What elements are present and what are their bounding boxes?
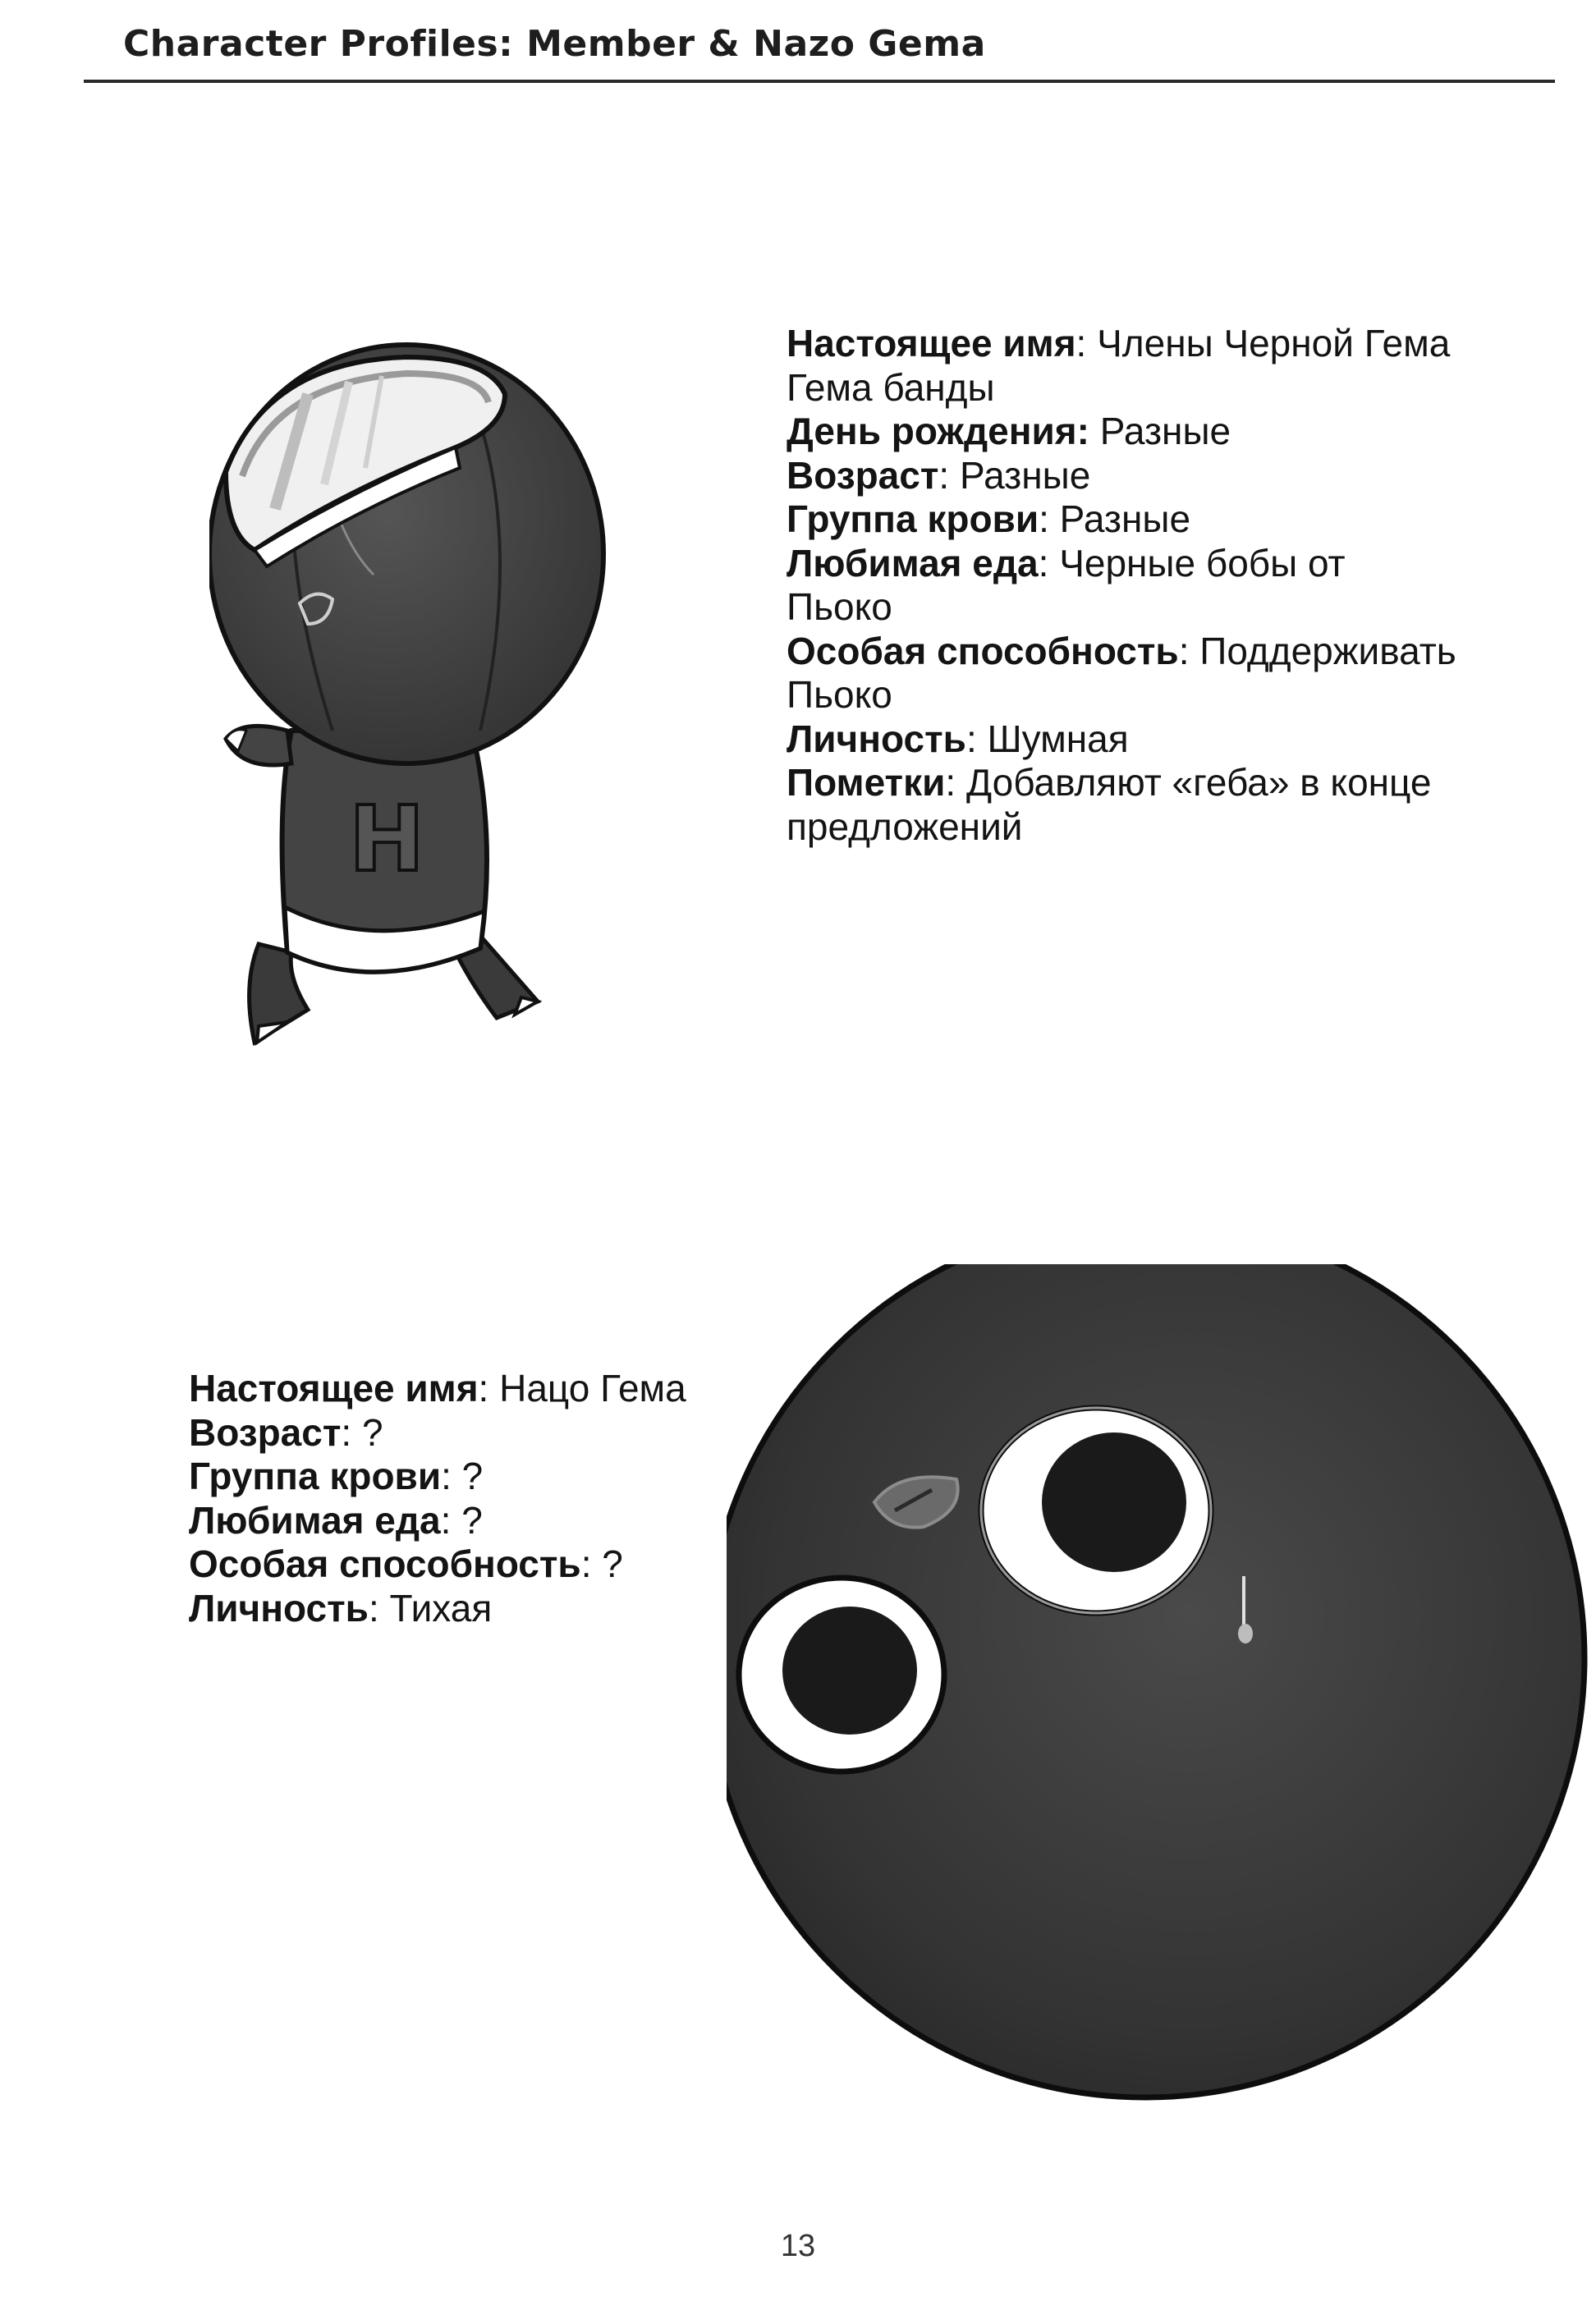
profile-value: Нацо Гема (499, 1367, 686, 1409)
profile-separator: : (440, 1498, 462, 1542)
profile-label: Настоящее имя (189, 1367, 479, 1409)
profile-label: Любимая еда (189, 1498, 441, 1542)
profile-row (787, 454, 1456, 498)
profile-separator (1089, 410, 1100, 452)
profile-label: Настоящее имя (787, 322, 1076, 364)
profile-row (787, 717, 1456, 762)
profile-label: Особая способность (189, 1542, 581, 1585)
profile-row (189, 1367, 686, 1411)
profile-label: Группа крови (189, 1455, 442, 1497)
profile-value: Черные бобы от (1059, 541, 1346, 584)
shirt-logo: H (349, 786, 425, 892)
profile-label: Пометки (787, 761, 946, 804)
profile-value: Пьоко (787, 673, 892, 716)
profile-value: ? (461, 1455, 484, 1497)
profile-label: Личность (787, 717, 966, 760)
header-rule (84, 80, 1555, 83)
profile-separator: : (1038, 541, 1060, 584)
profile-row (189, 1499, 686, 1543)
gema-member-illustration (209, 304, 735, 1059)
profile-row (787, 410, 1456, 454)
profile-value: ? (361, 1410, 383, 1454)
profile-label: Группа крови (787, 497, 1039, 540)
profile-row (189, 1411, 686, 1455)
profile-label: Возраст (189, 1410, 342, 1454)
profile-separator: : (1178, 629, 1200, 672)
nazo-gema-profile (189, 1367, 686, 1630)
profile-value: Тихая (389, 1586, 493, 1629)
profile-value: Разные (1059, 497, 1191, 540)
profile-row (787, 322, 1456, 366)
profile-value: Гема банды (787, 365, 995, 409)
profile-value: предложений (787, 804, 1023, 848)
profile-separator: : (580, 1542, 603, 1585)
profile-value: Разные (1099, 410, 1231, 452)
profile-value: Разные (959, 453, 1091, 497)
profile-row (787, 761, 1456, 805)
profile-value: Поддерживать (1199, 629, 1456, 672)
profile-row (787, 585, 1456, 630)
profile-label: Возраст (787, 453, 939, 497)
profile-label: Любимая еда (787, 541, 1039, 584)
profile-row (189, 1587, 686, 1631)
profile-value: Шумная (987, 717, 1129, 760)
profile-separator: : (938, 453, 960, 497)
profile-separator: : (945, 761, 966, 804)
profile-row (787, 542, 1456, 586)
profile-label: Особая способность (787, 629, 1179, 672)
profile-row (787, 673, 1456, 717)
profile-separator: : (965, 717, 988, 760)
profile-label: День рождения: (787, 410, 1089, 452)
profile-label: Личность (189, 1586, 369, 1629)
profile-value: ? (602, 1542, 623, 1585)
profile-separator: : (441, 1455, 462, 1497)
profile-value: Добавляют «геба» в конце (965, 761, 1432, 804)
profile-separator: : (478, 1367, 500, 1409)
profile-value: ? (461, 1498, 483, 1542)
profile-value: Пьоко (787, 585, 892, 628)
profile-separator: : (1039, 497, 1060, 540)
profile-separator: : (368, 1586, 390, 1629)
profile-row (189, 1542, 686, 1587)
profile-value: Члены Черной Гема (1097, 322, 1451, 364)
nazo-gema-illustration (727, 1264, 1589, 2208)
profile-separator: : (341, 1410, 362, 1454)
profile-separator: : (1075, 322, 1098, 364)
profile-row (189, 1455, 686, 1499)
profile-row (787, 497, 1456, 542)
page-title: Character Profiles: Member & Nazo Gema (123, 23, 986, 65)
profile-row (787, 630, 1456, 674)
profile-row (787, 805, 1456, 850)
page-number: 13 (780, 2229, 816, 2263)
profile-row (787, 366, 1456, 410)
member-profile (787, 322, 1456, 849)
